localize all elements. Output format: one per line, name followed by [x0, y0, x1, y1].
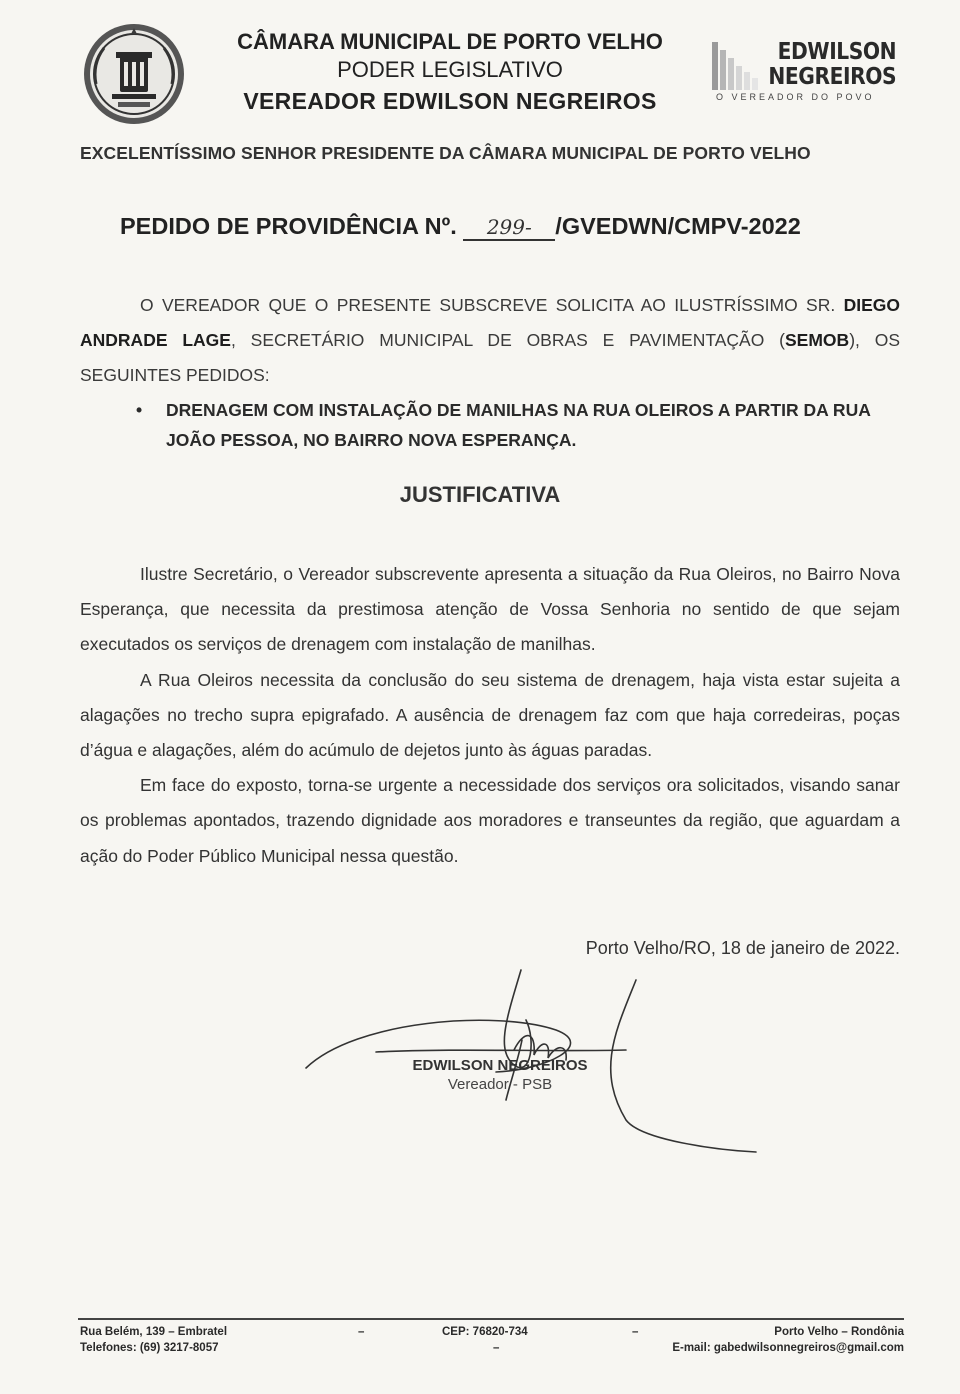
- signer-name: EDWILSON NEGREIROS: [412, 1057, 588, 1074]
- brand-slogan: O VEREADOR DO POVO: [716, 92, 875, 102]
- footer-cep: CEP: 76820-734: [442, 1326, 528, 1338]
- intro-text-3: ), OS SEGUINTES PEDIDOS:: [80, 330, 900, 385]
- brand-name-line2: NEGREIROS: [768, 64, 896, 90]
- footer-divider: [78, 1318, 904, 1320]
- brand-name: [751, 40, 896, 90]
- footer-separator: –: [632, 1326, 639, 1338]
- secretary-name: DIEGO ANDRADE LAGE: [80, 295, 900, 350]
- justification-paragraph: Em face do exposto, torna-se urgente a necessidade dos serviços ora solicitados, visando sanar os problemas apontados, trazendo dignidade aos moradores e transeuntes da região, que aguardam a ação do Poder Público Municipal nessa questão.: [80, 775, 900, 866]
- request-title: [120, 213, 801, 241]
- justification-body: [80, 557, 900, 874]
- justification-paragraph: A Rua Oleiros necessita da conclusão do seu sistema de drenagem, haja vista estar sujeita a alagações no trecho supra epigrafado. A ausência de drenagem faz com que haja corredeiras, poças d’água e alagações, além do acúmulo de dejetos junto às águas paradas.: [80, 669, 900, 761]
- place-and-date: Porto Velho/RO, 18 de janeiro de 2022.: [585, 938, 900, 958]
- footer-city: Porto Velho – Rondônia: [774, 1326, 904, 1338]
- signer-role: Vereador - PSB: [447, 1076, 553, 1093]
- request-number: 299-: [463, 215, 555, 241]
- brand-name-line1: EDWILSON: [777, 39, 896, 65]
- request-suffix: /GVEDWN/CMPV-2022: [555, 213, 801, 239]
- councilor-brand-logo: [712, 38, 902, 108]
- bullet-icon: •: [136, 400, 143, 420]
- intro-text-1: O VEREADOR QUE O PRESENTE SUBSCREVE SOLICITA AO ILUSTRÍSSIMO SR.: [140, 295, 836, 315]
- justification-title: JUSTIFICATIVA: [399, 482, 561, 507]
- addressee: EXCELENTÍSSIMO SENHOR PRESIDENTE DA CÂMARA MUNICIPAL DE PORTO VELHO: [80, 143, 811, 163]
- intro-text-2: , SECRETÁRIO MUNICIPAL DE OBRAS E PAVIMENTAÇÃO (: [230, 330, 785, 350]
- signer-block: [380, 1057, 620, 1093]
- intro-paragraph: [80, 288, 900, 393]
- councilor-title: VEREADOR EDWILSON NEGREIROS: [243, 88, 657, 114]
- request-item-text: DRENAGEM COM INSTALAÇÃO DE MANILHAS NA RUA OLEIROS A PARTIR DA RUA JOÃO PESSOA, NO BAIRRO NOVA ESPERANÇA.: [166, 400, 871, 450]
- legislative-power: PODER LEGISLATIVO: [337, 57, 563, 82]
- request-list-item: [136, 395, 906, 455]
- letterhead: [200, 28, 700, 118]
- footer-address: Rua Belém, 139 – Embratel: [80, 1326, 228, 1338]
- footer-separator: –: [358, 1326, 365, 1338]
- footer-separator: –: [493, 1342, 500, 1354]
- footer-phones: Telefones: (69) 3217-8057: [80, 1342, 219, 1354]
- chamber-name: CÂMARA MUNICIPAL DE PORTO VELHO: [237, 29, 663, 54]
- request-prefix: PEDIDO DE PROVIDÊNCIA Nº.: [120, 213, 457, 239]
- justification-paragraph: Ilustre Secretário, o Vereador subscrevente apresenta a situação da Rua Oleiros, no Bairro Nova Esperança, que necessita da prestimosa atenção de Vossa Senhoria no sentido de que sejam executados os serviços de drenagem com instalação de manilhas.: [80, 564, 900, 655]
- chamber-seal-icon: [82, 22, 186, 126]
- footer-email: E-mail: gabedwilsonnegreiros@gmail.com: [672, 1342, 904, 1354]
- secretariat-acronym: SEMOB: [785, 330, 850, 350]
